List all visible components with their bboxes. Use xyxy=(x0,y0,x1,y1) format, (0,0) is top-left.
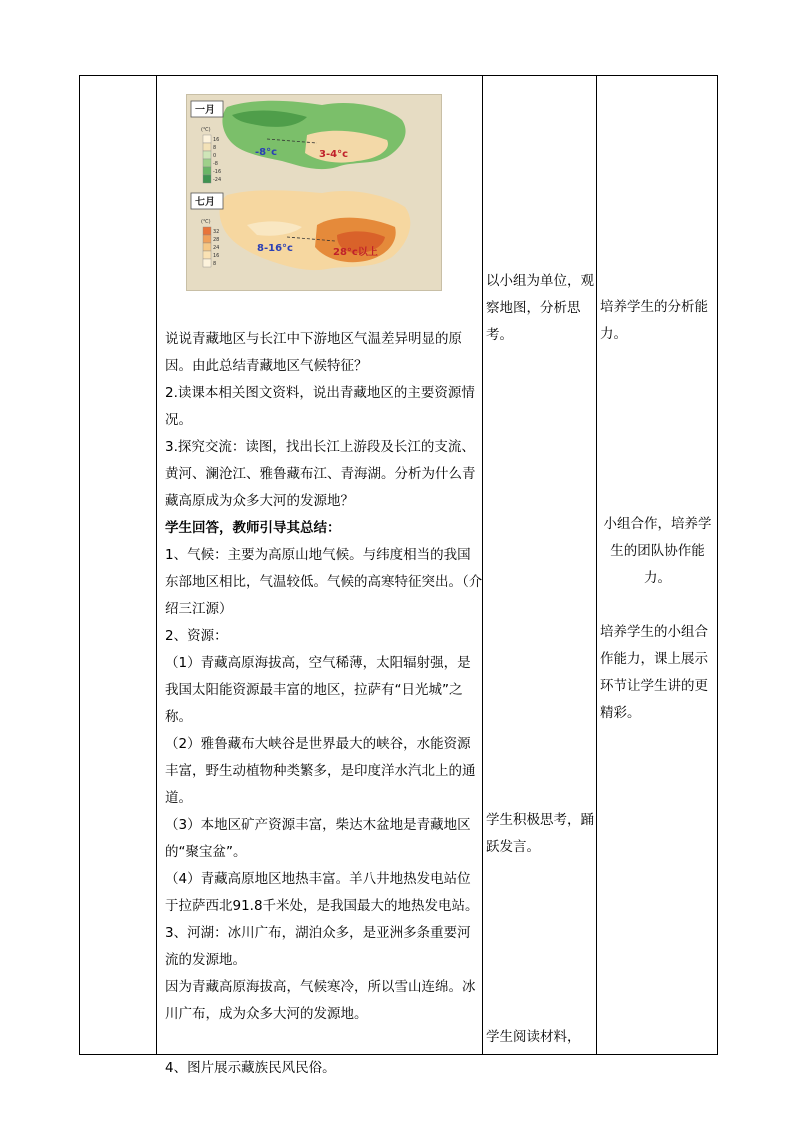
jan-label: 一月 xyxy=(195,105,215,116)
jan-legend-unit: (℃) xyxy=(201,127,211,133)
lesson-table xyxy=(79,75,718,1076)
content-line: （3）本地区矿产资源丰富，柴达木盆地是青藏地区的“聚宝盆”。 xyxy=(165,817,471,860)
blank-line xyxy=(165,1028,483,1055)
jul-legend-item: 8 xyxy=(213,261,217,267)
content-line: 1、气候：主要为高原山地气候。与纬度相当的我国东部地区相比，气温较低。气候的高寒特征突出。（介绍三江源） xyxy=(165,547,483,617)
jan-legend-item: -24 xyxy=(213,177,222,183)
student-activity-3: 学生阅读材料， xyxy=(486,1029,581,1045)
climate-map-image xyxy=(186,94,442,291)
content-line: （1）青藏高原海拔高，空气稀薄，太阳辐射强，是我国太阳能资源最丰富的地区，拉萨有“日光城”之称。 xyxy=(165,655,471,725)
jan-temp-west: -8°c xyxy=(255,147,278,158)
jul-legend-unit: (℃) xyxy=(201,219,211,225)
content-line: 3、河湖：冰川广布，湖泊众多，是亚洲多条重要河流的发源地。 xyxy=(165,925,471,968)
content-line: 4、图片展示藏族民风民俗。 xyxy=(165,1060,336,1076)
content-line: 2.读课本相关图文资料，说出青藏地区的主要资源情况。 xyxy=(165,385,475,428)
jul-label: 七月 xyxy=(195,197,215,208)
jul-legend-item: 32 xyxy=(213,229,220,235)
student-activity-2: 学生积极思考，踊跃发言。 xyxy=(486,812,594,855)
design-intent-3: 培养学生的小组合作能力，课上展示环节让学生讲的更精彩。 xyxy=(600,624,708,721)
content-line: 2、资源： xyxy=(165,628,228,644)
design-intent-1: 培养学生的分析能力。 xyxy=(600,299,708,342)
content-line: （4）青藏高原地区地热丰富。羊八井地热发电站位于拉萨西北91.8千米处，是我国最大的地热发电站。 xyxy=(165,871,479,914)
student-activity-1: 以小组为单位，观察地图，分析思考。 xyxy=(486,273,594,343)
lesson-content xyxy=(165,326,483,1082)
jan-legend-item: 16 xyxy=(213,137,220,143)
content-line: 3.探究交流：读图，找出长江上游段及长江的支流、黄河、澜沧江、雅鲁藏布江、青海湖。分析为什么青藏高原成为众多大河的发源地？ xyxy=(165,439,476,509)
jan-legend-item: -16 xyxy=(213,169,222,175)
column-divider-1 xyxy=(156,76,157,1054)
content-line: 因为青藏高原海拔高，气候寒冷，所以雪山连绵。冰川广布，成为众多大河的发源地。 xyxy=(165,979,476,1022)
jul-legend-item: 28 xyxy=(213,237,220,243)
design-intent-2: 小组合作，培养学生的团队协作能力。 xyxy=(603,516,712,586)
jan-legend-item: 0 xyxy=(213,153,217,159)
content-line: 说说青藏地区与长江中下游地区气温差异明显的原因。由此总结青藏地区气候特征？ xyxy=(165,331,462,374)
jul-legend-item: 16 xyxy=(213,253,220,259)
jul-temp-east: 28°c以上 xyxy=(333,247,378,258)
jul-legend-item: 24 xyxy=(213,245,220,251)
jan-legend-item: -8 xyxy=(213,161,218,167)
jan-temp-east: 3-4°c xyxy=(319,149,348,160)
content-line: （2）雅鲁藏布大峡谷是世界最大的峡谷，水能资源丰富，野生动植物种类繁多，是印度洋水汽北上的通道。 xyxy=(165,736,476,806)
content-heading: 学生回答，教师引导其总结： xyxy=(165,520,341,536)
jan-legend-item: 8 xyxy=(213,145,217,151)
jul-temp-west: 8-16°c xyxy=(257,243,293,254)
column-divider-3 xyxy=(596,76,597,1054)
